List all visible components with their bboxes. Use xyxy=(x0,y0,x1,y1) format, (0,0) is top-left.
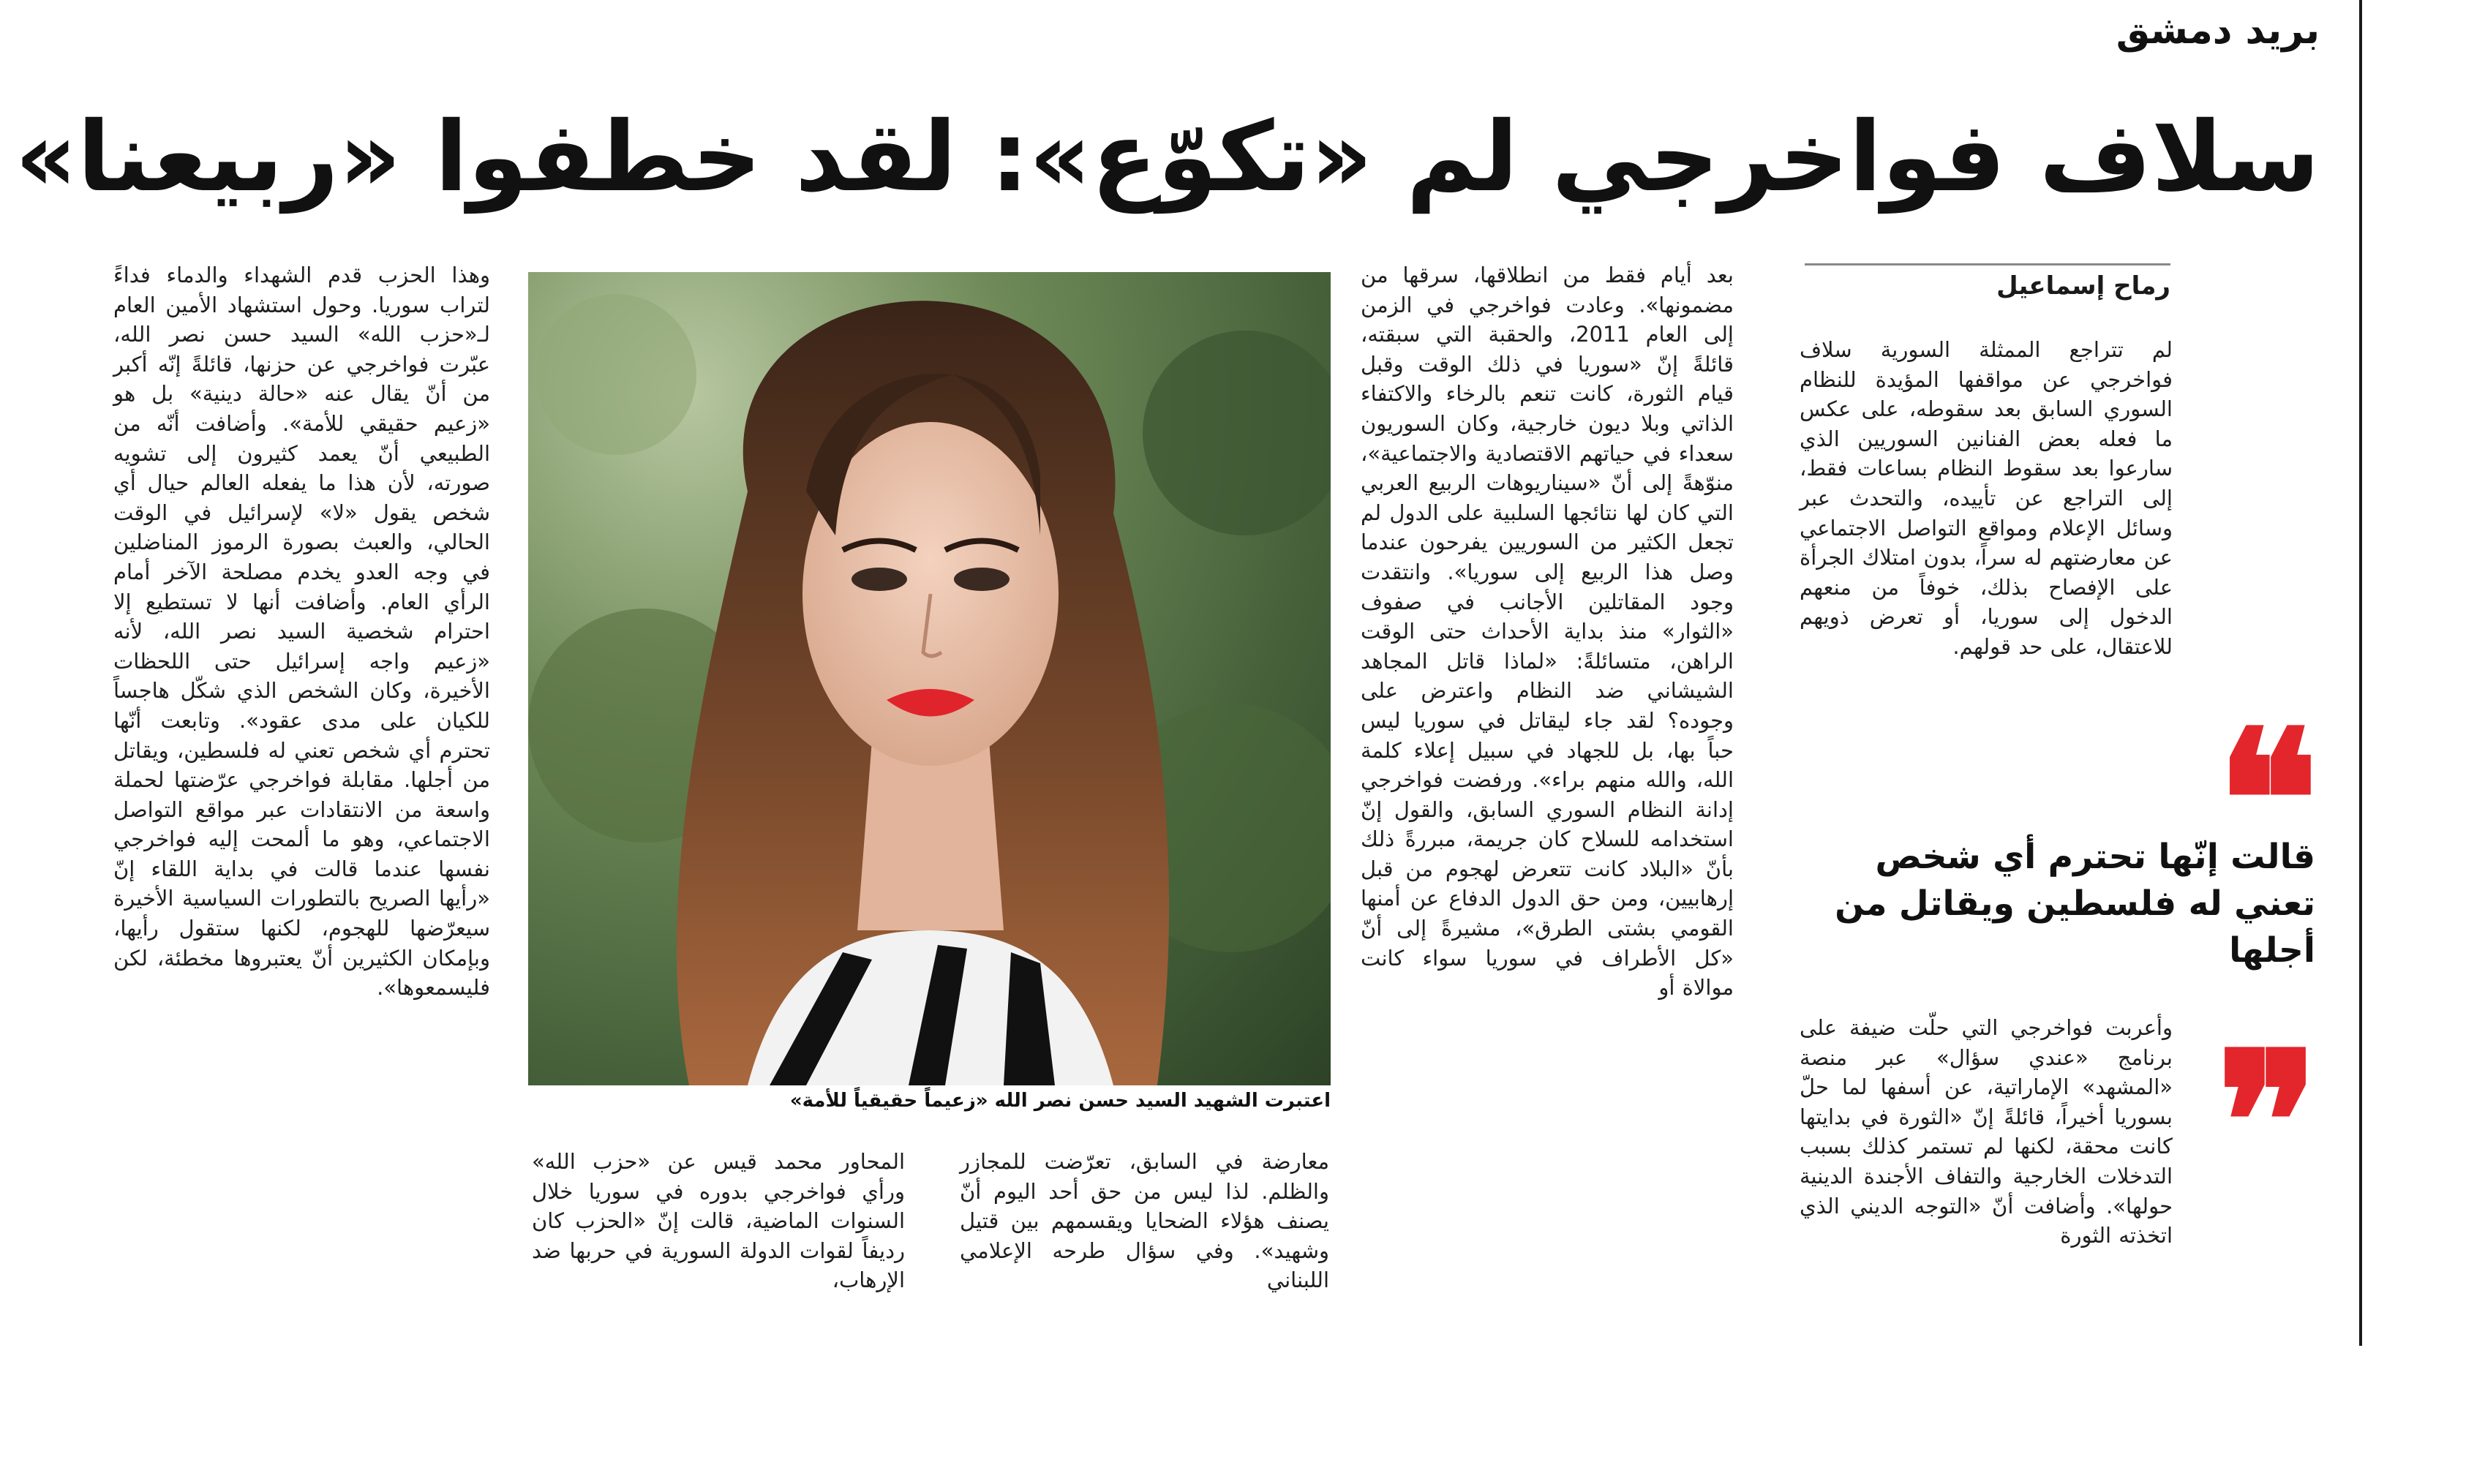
column-2: بعد أيام فقط من انطلاقها، سرقها من مضمونها». وعادت فواخرجي في الزمن إلى العام 2011، والحقبة التي سبقته، قائلةً إنّ «سوريا في ذلك الوقت وقبل قيام الثورة، كانت تنعم بالرخاء والاكتفاء الذاتي وبلا ديون خارجية، وكان السوريون سعداء في حياتهم الاقتصادية والاجتماعية»، منوّهةً إلى أنّ «سيناريوهات الربيع العربي التي كان لها نتائجها السلبية على الدول لم تجعل الكثير من السوريين يفرحون عندما وصل هذا الربيع إلى سوريا». وانتقدت وجود المقاتلين الأجانب في صفوف «الثوار» منذ بداية الأحداث حتى الوقت الراهن، متسائلةً: «لماذا قاتل المجاهد الشيشاني ضد النظام واعترض على وجوده؟ لقد جاء ليقاتل في سوريا ليس حباً بها، بل للجهاد في سبيل إعلاء كلمة الله، والله منهم براء». ورفضت فواخرجي إدانة النظام السوري السابق، والقول إنّ استخدامه للسلاح كان جريمة، مبررةً ذلك بأنّ «البلاد كانت تتعرض لهجوم من قبل إرهابيين، ومن حق الدول الدفاع عن أمنها القومي بشتى الطرق»، مشيرةً إلى أنّ «كل الأطراف في سوريا سواء كانت موالاة أو xyxy=(1361,263,1734,1001)
column-1-bottom: وأعربت فواخرجي التي حلّت ضيفة على برنامج «عندي سؤال» عبر منصة «المشهد» الإماراتية، عن أسفها لما حلّ بسوريا أخيراً، قائلةً إنّ «الثورة في بدايتها كانت محقة، لكنها لم تستمر كذلك بسبب التدخلات الخارجية والتفاف الأجندة الدينية حولها». وأضافت أنّ «التوجه الديني الذي اتخذته الثورة xyxy=(1800,1015,2173,1248)
headline: سلاف فواخرجي لم «تكوّع»: لقد خطفوا «ربيعنا» xyxy=(15,101,2320,214)
page-edge-rule xyxy=(2359,0,2362,1346)
section-label: بريد دمشق xyxy=(2116,9,2320,53)
column-1-top: لم تتراجع الممثلة السورية سلاف فواخرجي عن مواقفها المؤيدة للنظام السوري السابق بعد سقوطه، على عكس ما فعله بعض الفنانين السوريين الذي سارعوا بعد سقوط النظام بساعات فقط، إلى التراجع عن تأييده، والتحدث عبر وسائل الإعلام ومواقع التواصل الاجتماعي عن معارضتهم له سراً، بدون امتلاك الجرأة على الإفصاح بذلك، خوفاً من منعهم الدخول إلى سوريا، أو تعرض ذويهم للاعتقال، على حد قولهم. xyxy=(1800,337,2173,659)
photo-caption: اعتبرت الشهيد السيد حسن نصر الله «زعيماً حقيقياً للأمة» xyxy=(789,1090,1331,1112)
column-4-bottom: المحاور محمد قيس عن «حزب الله» ورأي فواخرجي بدوره في سوريا خلال السنوات الماضية، قالت إنّ «الحزب كان رديفاً لقوات الدولة السورية في حربها ضد الإرهاب، xyxy=(532,1149,905,1293)
column-5: وهذا الحزب قدم الشهداء والدماء فداءً لتراب سوريا. وحول استشهاد الأمين العام لـ«حزب الله» السيد حسن نصر الله، عبّرت فواخرجي عن حزنها، قائلةً إنّه أكبر من أنّ يقال عنه «حالة دينية» بل هو «زعيم حقيقي للأمة». وأضافت أنّه من الطبيعي أنّ يعمد كثيرون إلى تشويه صورته، لأن هذا ما يفعله العالم حيال أي شخص يقول «لا» لإسرائيل في الوقت الحالي، والعبث بصورة الرموز المناضلين في وجه العدو يخدم مصلحة الآخر أمام الرأي العام. وأضافت أنها لا تستطيع إلا احترام شخصية السيد نصر الله، لأنه «زعيم واجه إسرائيل حتى اللحظات الأخيرة، وكان الشخص الذي شكّل هاجساً للكيان على مدى عقود». وتابعت أنّها تحترم أي شخص تعني له فلسطين، ويقاتل من أجلها. مقابلة فواخرجي عرّضتها لحملة واسعة من الانتقادات عبر مواقع التواصل الاجتماعي، وهو ما ألمحت إليه فواخرجي نفسها عندما قالت في بداية اللقاء إنّ «رأيها الصريح بالتطورات السياسية الأخيرة سيعرّضها للهجوم، لكنها ستقول رأيها، وبإمكان الكثيرين أنّ يعتبروها مخطئة، لكن فليسمعوها». xyxy=(113,263,490,1001)
portrait-photo xyxy=(528,272,1331,1085)
column-3-bottom: معارضة في السابق، تعرّضت للمجازر والظلم. لذا ليس من حق أحد اليوم أنّ يصنف هؤلاء الضحايا ويقسمهم بين قتيل وشهيد». وفي سؤال طرحه الإعلامي اللبناني xyxy=(960,1149,1329,1293)
byline: رماح إسماعيل xyxy=(1805,263,2170,301)
pull-quote: قالت إنّها تحترم أي شخص تعني له فلسطين ويقاتل من أجلها xyxy=(1835,837,2315,971)
open-quote-icon: ❞ xyxy=(2217,1011,2319,1234)
close-quote-icon: ❝ xyxy=(2217,689,2319,912)
portrait-illustration xyxy=(528,272,1331,1085)
